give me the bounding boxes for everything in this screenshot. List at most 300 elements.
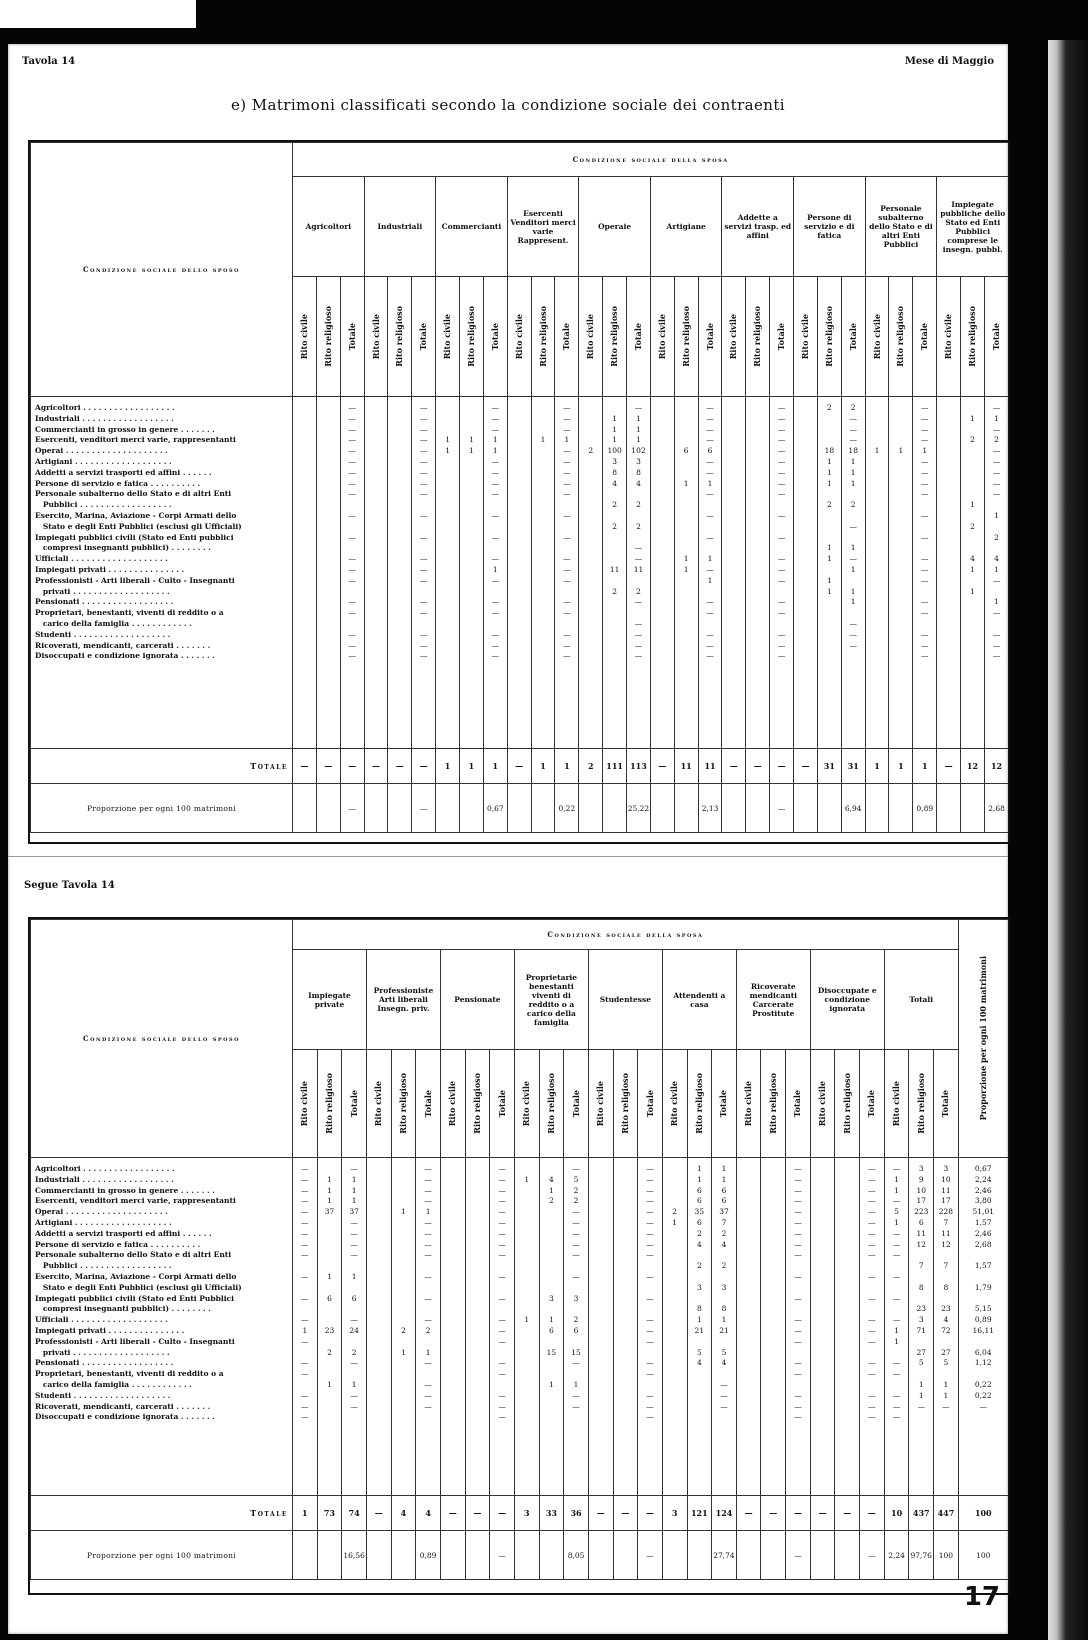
rito-header-cell bbox=[507, 277, 531, 397]
rito-header-cell bbox=[650, 277, 674, 397]
rito-header-cell bbox=[722, 277, 746, 397]
totale-cell: 111 bbox=[603, 749, 627, 784]
proporzione-cell bbox=[440, 1531, 465, 1580]
totale-cell: — bbox=[412, 749, 436, 784]
rito-header-cell bbox=[698, 277, 722, 397]
rito-header-label: Totale bbox=[418, 322, 429, 351]
rito-header-label: Rito religioso bbox=[752, 306, 763, 367]
totale-cell: 12 bbox=[961, 749, 985, 784]
proporzione-cell: — bbox=[786, 1531, 811, 1580]
rito-header-label: Rito civile bbox=[373, 1080, 384, 1127]
group-header: Attendenti a casa bbox=[662, 950, 736, 1050]
rito-header-label: Rito civile bbox=[656, 313, 667, 360]
data-column: 1 1 bbox=[436, 397, 460, 749]
totale-cell: 36 bbox=[564, 1496, 589, 1531]
rito-header-cell bbox=[460, 277, 484, 397]
rito-header-cell bbox=[539, 1050, 564, 1158]
totale-cell: 1 bbox=[913, 749, 937, 784]
proporzione-cell bbox=[436, 784, 460, 833]
data-column: 1 bbox=[531, 397, 555, 749]
data-column bbox=[937, 397, 961, 749]
table-2 bbox=[28, 917, 1010, 1595]
totale-cell: 74 bbox=[342, 1496, 367, 1531]
rito-header-cell bbox=[712, 1050, 737, 1158]
rito-header-label: Rito religioso bbox=[322, 306, 333, 367]
totale-cell: — bbox=[761, 1496, 786, 1531]
rito-header-cell bbox=[662, 1050, 687, 1158]
totale-label: Totale bbox=[31, 749, 293, 784]
proporzione-cell: 0,22 bbox=[555, 784, 579, 833]
rito-header-cell bbox=[293, 277, 317, 397]
data-column: 2 bbox=[579, 397, 603, 749]
totale-cell: 1 bbox=[889, 749, 913, 784]
proporzione-cell: 25,22 bbox=[627, 784, 651, 833]
totale-cell: — bbox=[794, 749, 818, 784]
totale-cell: — bbox=[786, 1496, 811, 1531]
rito-header-cell bbox=[746, 277, 770, 397]
rito-header-cell bbox=[465, 1050, 490, 1158]
subtitle-segue: Segue Tavola 14 bbox=[24, 880, 115, 891]
proporzione-cell bbox=[961, 784, 985, 833]
data-column: 6 1 1 1 bbox=[674, 397, 698, 749]
totale-cell: 447 bbox=[934, 1496, 959, 1531]
rito-header-label: Totale bbox=[346, 322, 357, 351]
rito-header-label: Totale bbox=[991, 322, 1002, 351]
rito-header-label: Rito religioso bbox=[680, 306, 691, 367]
rito-header-cell bbox=[786, 1050, 811, 1158]
rito-header-cell bbox=[835, 1050, 860, 1158]
totale-cell: — bbox=[507, 749, 531, 784]
page-crease bbox=[8, 856, 1008, 857]
rito-header-label: Rito civile bbox=[595, 1080, 606, 1127]
rito-header-cell bbox=[984, 277, 1008, 397]
totale-cell: 1 bbox=[865, 749, 889, 784]
proporzione-cell bbox=[391, 1531, 416, 1580]
totale-cell: — bbox=[388, 749, 412, 784]
proporzione-cell bbox=[817, 784, 841, 833]
data-column bbox=[588, 1158, 613, 1496]
group-header: Totali bbox=[884, 950, 958, 1050]
group-header: Studentesse bbox=[588, 950, 662, 1050]
totale-cell: 124 bbox=[712, 1496, 737, 1531]
proporzione-cell: — bbox=[860, 1531, 885, 1580]
totale-cell: 100 bbox=[958, 1496, 1008, 1531]
data-column: — 1 — 2 — — — — — 1 2 4 1 — 1 — — — — bbox=[984, 397, 1008, 749]
rito-header-cell bbox=[340, 277, 364, 397]
totale-cell: 10 bbox=[884, 1496, 909, 1531]
data-column: 1 1 1 37 1 6 23 2 1 bbox=[317, 1158, 342, 1496]
rito-header-label: Rito civile bbox=[447, 1080, 458, 1127]
rito-header-label: Rito civile bbox=[370, 313, 381, 360]
rito-header-label: Totale bbox=[561, 322, 572, 351]
totale-cell: 1 bbox=[460, 749, 484, 784]
proporzione-label-2: Proporzione per ogni 100 matrimoni bbox=[31, 1531, 293, 1580]
totale-cell: — bbox=[650, 749, 674, 784]
rito-header-label: Rito religioso bbox=[394, 306, 405, 367]
data-column: — 1 1 1 102 3 8 4 2 2 — — 11 2 — — — — — bbox=[627, 397, 651, 749]
group-header: Disoccupate e condizione ignorata bbox=[810, 950, 884, 1050]
data-column: 2 — — — 18 1 1 1 2 — 1 — 1 1 1 — — — bbox=[841, 397, 865, 749]
data-column: 2 1 bbox=[662, 1158, 687, 1496]
running-header-left: Tavola 14 bbox=[22, 56, 76, 67]
data-column: 1 2 1 2 4 1 1 bbox=[961, 397, 985, 749]
totale-cell: — bbox=[440, 1496, 465, 1531]
proporzione-cell bbox=[722, 784, 746, 833]
rito-header-cell bbox=[860, 1050, 885, 1158]
rito-header-cell bbox=[613, 1050, 638, 1158]
rito-header-label: Rito religioso bbox=[609, 306, 620, 367]
proporzione-cell: 100 bbox=[934, 1531, 959, 1580]
rito-header-label: Totale bbox=[489, 322, 500, 351]
totale-cell: 437 bbox=[909, 1496, 934, 1531]
totale-cell: 11 bbox=[674, 749, 698, 784]
rito-header-cell bbox=[841, 277, 865, 397]
proporzione-cell bbox=[293, 784, 317, 833]
data-column: 1 1 6 6 35 6 2 4 2 3 8 1 21 5 4 bbox=[687, 1158, 712, 1496]
header-condizione-sposo-2: Condizione sociale dello sposo bbox=[31, 920, 293, 1158]
data-column: — — — — — — — — — — — — — — — — — — — bbox=[490, 1158, 515, 1496]
group-header: Personale subalterno dello Stato e di altri Enti Pubblici bbox=[865, 177, 937, 277]
rito-header-cell bbox=[937, 277, 961, 397]
scan-corner bbox=[0, 0, 196, 28]
totale-cell: 1 bbox=[555, 749, 579, 784]
data-column: 1 1 6 6 37 7 2 4 2 3 8 1 21 5 4 — — — bbox=[712, 1158, 737, 1496]
totale-cell: — bbox=[736, 1496, 761, 1531]
data-column: 3 10 11 17 228 7 11 12 7 8 23 4 72 27 5 1 1 — bbox=[934, 1158, 959, 1496]
totale-cell: 31 bbox=[841, 749, 865, 784]
proporzione-cell bbox=[662, 1531, 687, 1580]
rito-header-cell bbox=[674, 277, 698, 397]
rito-header-cell bbox=[440, 1050, 465, 1158]
rito-header-cell bbox=[555, 277, 579, 397]
proporzione-cell: — bbox=[638, 1531, 663, 1580]
rito-header-label: Rito religioso bbox=[895, 306, 906, 367]
rito-header-label: Rito religioso bbox=[823, 306, 834, 367]
totale-cell: 113 bbox=[627, 749, 651, 784]
data-column: 1 1 bbox=[514, 1158, 539, 1496]
data-column: 3 9 10 17 223 6 11 12 7 8 23 3 71 27 5 1 1 — bbox=[909, 1158, 934, 1496]
rito-header-label: Rito religioso bbox=[619, 1073, 630, 1134]
proporzione-cell bbox=[687, 1531, 712, 1580]
proporzione-cell bbox=[465, 1531, 490, 1580]
proporzione-cell: — bbox=[340, 784, 364, 833]
proporzione-cell bbox=[613, 1531, 638, 1580]
header-condizione-sposo: Condizione sociale dello sposo bbox=[31, 143, 293, 397]
proporzione-cell: 8,05 bbox=[564, 1531, 589, 1580]
data-column: — — — — — — — — — — — — — — — — — — — bbox=[860, 1158, 885, 1496]
rito-header-label: Rito civile bbox=[891, 1080, 902, 1127]
rito-header-label: Rito civile bbox=[743, 1080, 754, 1127]
rito-header-label: Rito civile bbox=[585, 313, 596, 360]
totale-cell: 3 bbox=[662, 1496, 687, 1531]
totale-cell: 1 bbox=[531, 749, 555, 784]
proporzione-cell bbox=[674, 784, 698, 833]
totale-cell: 31 bbox=[817, 749, 841, 784]
data-column: 4 1 2 3 1 6 15 1 bbox=[539, 1158, 564, 1496]
data-column: 1 1 bbox=[460, 397, 484, 749]
proporzione-cell: 27,74 bbox=[712, 1531, 737, 1580]
data-column bbox=[761, 1158, 786, 1496]
proporzione-cell bbox=[514, 1531, 539, 1580]
totale-cell: 73 bbox=[317, 1496, 342, 1531]
proporzione-cell: 2,68 bbox=[984, 784, 1008, 833]
rito-header-cell bbox=[388, 277, 412, 397]
rito-header-cell bbox=[794, 277, 818, 397]
rito-header-cell bbox=[391, 1050, 416, 1158]
rito-header-label: Rito civile bbox=[299, 1080, 310, 1127]
proporzione-cell bbox=[889, 784, 913, 833]
data-column bbox=[293, 397, 317, 749]
rito-header-label: Rito civile bbox=[943, 313, 954, 360]
data-column bbox=[746, 397, 770, 749]
data-column: — — — — 1 — — — — — — — — — — — — — — bbox=[913, 397, 937, 749]
totale-cell: — bbox=[490, 1496, 515, 1531]
rito-header-cell bbox=[913, 277, 937, 397]
rito-header-cell bbox=[687, 1050, 712, 1158]
data-column bbox=[810, 1158, 835, 1496]
proporzione-cell bbox=[293, 1531, 318, 1580]
header-condizione-sposa-2: Condizione sociale della sposa bbox=[293, 920, 959, 950]
rito-header-label: Rito religioso bbox=[471, 1073, 482, 1134]
rito-header-label: Totale bbox=[866, 1089, 877, 1118]
rito-header-label: Rito religioso bbox=[323, 1073, 334, 1134]
proporzione-cell bbox=[937, 784, 961, 833]
rito-header-cell bbox=[342, 1050, 367, 1158]
totale-cell: — bbox=[316, 749, 340, 784]
totale-cell: 4 bbox=[416, 1496, 441, 1531]
rito-header-label: Rito civile bbox=[298, 313, 309, 360]
rito-header-label: Rito religioso bbox=[465, 306, 476, 367]
proporzione-label: Proporzione per ogni 100 matrimoni bbox=[31, 784, 293, 833]
data-column: — — — — — — — — — — — — 1 — — — — — — bbox=[293, 1158, 318, 1496]
totale-cell: 4 bbox=[391, 1496, 416, 1531]
proporzione-cell bbox=[794, 784, 818, 833]
proporzione-cell bbox=[531, 784, 555, 833]
proporzione-cell bbox=[507, 784, 531, 833]
group-header: Commercianti bbox=[436, 177, 508, 277]
data-column: — — — — 1 — — — — — — — 2 1 — — — — bbox=[416, 1158, 441, 1496]
totale-cell: — bbox=[366, 1496, 391, 1531]
data-column bbox=[722, 397, 746, 749]
data-column: — — — 1 1 — — — — — — — 1 — — — — — — bbox=[483, 397, 507, 749]
data-column bbox=[440, 1158, 465, 1496]
rito-header-label: Rito religioso bbox=[841, 1073, 852, 1134]
totale-cell: — bbox=[293, 749, 317, 784]
data-column: — — — — — — — — — — — — — — — — — — — bbox=[638, 1158, 663, 1496]
rito-header-label: Rito religioso bbox=[767, 1073, 778, 1134]
rito-header-cell bbox=[293, 1050, 318, 1158]
rito-header-cell bbox=[412, 277, 436, 397]
rito-header-label: Rito civile bbox=[521, 1080, 532, 1127]
group-header: Operaie bbox=[579, 177, 651, 277]
data-column: — — — — — — — — — — — — — — — — — — — bbox=[770, 397, 794, 749]
data-column bbox=[613, 1158, 638, 1496]
header-proporzione-label: Proporzione per ogni 100 matrimoni bbox=[977, 956, 988, 1121]
data-column bbox=[316, 397, 340, 749]
totale-cell: — bbox=[810, 1496, 835, 1531]
totale-cell: 1 bbox=[293, 1496, 318, 1531]
rito-header-cell bbox=[436, 277, 460, 397]
rito-header-label: Rito civile bbox=[669, 1080, 680, 1127]
rito-header-label: Rito religioso bbox=[545, 1073, 556, 1134]
proporzione-cell bbox=[316, 784, 340, 833]
totale-cell: 33 bbox=[539, 1496, 564, 1531]
totale-cell: — bbox=[340, 749, 364, 784]
totale-cell: 2 bbox=[579, 749, 603, 784]
rito-header-label: Totale bbox=[632, 322, 643, 351]
rito-header-cell bbox=[316, 277, 340, 397]
book-binding-edge bbox=[1048, 40, 1088, 1640]
proporzione-cell bbox=[736, 1531, 761, 1580]
totale-label-2: Totale bbox=[31, 1496, 293, 1531]
rito-header-label: Totale bbox=[718, 1089, 729, 1118]
totale-cell: — bbox=[364, 749, 388, 784]
proporzione-cell bbox=[650, 784, 674, 833]
group-header: Impiegate private bbox=[293, 950, 367, 1050]
group-header: Agricoltori bbox=[293, 177, 365, 277]
proporzione-cell: 97,76 bbox=[909, 1531, 934, 1580]
rito-header-label: Rito civile bbox=[799, 313, 810, 360]
rito-header-label: Totale bbox=[792, 1089, 803, 1118]
proporzione-cell: 16,56 bbox=[342, 1531, 367, 1580]
group-header: Artigiane bbox=[650, 177, 722, 277]
data-column bbox=[388, 397, 412, 749]
proporzione-cell bbox=[317, 1531, 342, 1580]
rito-header-cell bbox=[736, 1050, 761, 1158]
rito-header-cell bbox=[317, 1050, 342, 1158]
page-title: e) Matrimoni classificati secondo la condizione sociale dei contraenti bbox=[231, 96, 785, 114]
proporzione-cell: 0,89 bbox=[913, 784, 937, 833]
rito-header-cell bbox=[627, 277, 651, 397]
rito-header-label: Totale bbox=[496, 1089, 507, 1118]
row-labels-2: Agricoltori . . . . . . . . . . . . . . . . . . Industriali . . . . . . . . . . . . . . . . . . Commercianti in grosso in genere . . . . . . . Esercenti, venditori merci varie, rappresentanti Operai . . . . . . . . . . . . . . . . . . . . Artigiani . . . . . . . . . . . . . . . . . . . Addetti a servizi trasporti ed affini . . . . . . Persone di servizio e fatica . . . . . . . . . . Personale subalterno dello Stato e di altri Enti Pubblici . . . . . . . . . . . . . . . . . . Esercito, Marina, Aviazione - Corpi Armati dello Stato e degli Enti Pubblici (esclusi gli Ufficiali) Impiegati pubblici civili (Stato ed Enti Pubblici compresi insegnanti pubblici) . . . . . . . . Ufficiali . . . . . . . . . . . . . . . . . . . Impiegati privati . . . . . . . . . . . . . . . Professionisti - Arti liberali - Culto - Insegnanti privati . . . . . . . . . . . . . . . . . . . Pensionati . . . . . . . . . . . . . . . . . . Proprietari, benestanti, viventi di reddito o a carico della famiglia . . . . . . . . . . . . Studenti . . . . . . . . . . . . . . . . . . . Ricoverati, mendicanti, carcerati . . . . . . . Disoccupati e condizione ignorata . . . . . . . bbox=[31, 1158, 293, 1496]
proporzione-cell bbox=[588, 1531, 613, 1580]
rito-header-cell bbox=[817, 277, 841, 397]
rito-header-cell bbox=[564, 1050, 589, 1158]
proporzione-cell bbox=[366, 1531, 391, 1580]
totale-cell: 12 bbox=[984, 749, 1008, 784]
proporzione-cell bbox=[810, 1531, 835, 1580]
rito-header-cell bbox=[579, 277, 603, 397]
rito-header-label: Totale bbox=[644, 1089, 655, 1118]
data-column bbox=[465, 1158, 490, 1496]
table-1 bbox=[28, 140, 1010, 844]
group-header: Industriali bbox=[364, 177, 436, 277]
data-column bbox=[736, 1158, 761, 1496]
data-column: — 5 2 2 — — — — — — 3 2 6 15 — 1 — — bbox=[564, 1158, 589, 1496]
rito-header-label: Rito civile bbox=[513, 313, 524, 360]
data-column: 1 1 1 100 3 8 4 2 2 11 2 bbox=[603, 397, 627, 749]
proporzione-cell bbox=[761, 1531, 786, 1580]
data-column bbox=[507, 397, 531, 749]
rito-header-label: Rito civile bbox=[817, 1080, 828, 1127]
proporzione-cell bbox=[539, 1531, 564, 1580]
rito-header-label: Rito religioso bbox=[537, 306, 548, 367]
data-column bbox=[835, 1158, 860, 1496]
proporzione-cell: 2,13 bbox=[698, 784, 722, 833]
rito-header-label: Totale bbox=[919, 322, 930, 351]
rito-header-label: Totale bbox=[940, 1089, 951, 1118]
totale-cell: — bbox=[937, 749, 961, 784]
totale-cell: — bbox=[465, 1496, 490, 1531]
data-column: — 1 1 — 5 1 — — — — — — 1 1 — — — — — bbox=[884, 1158, 909, 1496]
totale-cell: — bbox=[860, 1496, 885, 1531]
proporzione-cell: — bbox=[412, 784, 436, 833]
rito-header-cell bbox=[588, 1050, 613, 1158]
rito-header-label: Totale bbox=[704, 322, 715, 351]
group-header: Ricoverate mendicanti Carcerate Prostitute bbox=[736, 950, 810, 1050]
group-header: Addette a servizi trasp. ed affini bbox=[722, 177, 794, 277]
data-column: 1 bbox=[865, 397, 889, 749]
data-column: — — — — — — — — — — — — — — — — — — — bbox=[786, 1158, 811, 1496]
rito-header-cell bbox=[865, 277, 889, 397]
rito-header-label: Rito religioso bbox=[966, 306, 977, 367]
rito-header-cell bbox=[483, 277, 507, 397]
rito-header-cell bbox=[531, 277, 555, 397]
proporzione-cell bbox=[835, 1531, 860, 1580]
totale-cell: 11 bbox=[698, 749, 722, 784]
totale-cell: 121 bbox=[687, 1496, 712, 1531]
group-header: Esercenti Venditori merci varie Rappresent. bbox=[507, 177, 579, 277]
rito-header-cell bbox=[364, 277, 388, 397]
proporzione-cell bbox=[388, 784, 412, 833]
data-column: — — — — 6 — — 1 — — — 1 — 1 — — — — — bbox=[698, 397, 722, 749]
proporzione-cell: 0,67 bbox=[483, 784, 507, 833]
page-number: 17 bbox=[963, 1582, 1000, 1612]
totale-cell: — bbox=[588, 1496, 613, 1531]
totale-cell: 1 bbox=[436, 749, 460, 784]
proporzione-cell: 6,94 bbox=[841, 784, 865, 833]
data-column bbox=[364, 397, 388, 749]
rito-header-cell bbox=[366, 1050, 391, 1158]
group-header: Professioniste Arti liberali Insegn. priv. bbox=[366, 950, 440, 1050]
proporzione-cell bbox=[603, 784, 627, 833]
data-column: — — — — — — — — — — — — — — — — — — — bbox=[340, 397, 364, 749]
rito-header-label: Rito civile bbox=[442, 313, 453, 360]
group-header: Impiegate pubbliche dello Stato ed Enti Pubblici comprese le insegn. pubbl. bbox=[937, 177, 1009, 277]
totale-cell: — bbox=[638, 1496, 663, 1531]
totale-cell: — bbox=[613, 1496, 638, 1531]
rito-header-label: Totale bbox=[776, 322, 787, 351]
rito-header-cell bbox=[416, 1050, 441, 1158]
data-column: 0,67 2,24 2,46 3,80 51,01 1,57 2,46 2,68 1,57 1,79 5,15 0,89 16,11 6,04 1,12 0,22 0,22 — bbox=[958, 1158, 1008, 1496]
proporzione-cell: 0,89 bbox=[416, 1531, 441, 1580]
totale-cell: 3 bbox=[514, 1496, 539, 1531]
rito-header-label: Totale bbox=[348, 1089, 359, 1118]
proporzione-cell bbox=[460, 784, 484, 833]
rito-header-label: Rito religioso bbox=[397, 1073, 408, 1134]
data-column: 2 18 1 1 1 2 1 1 1 1 bbox=[817, 397, 841, 749]
group-header: Proprietarie benestanti viventi di reddito o a carico della famiglia bbox=[514, 950, 588, 1050]
header-proporzione bbox=[958, 920, 1008, 1158]
proporzione-cell bbox=[364, 784, 388, 833]
rito-header-label: Totale bbox=[422, 1089, 433, 1118]
rito-header-cell bbox=[909, 1050, 934, 1158]
proporzione-cell bbox=[865, 784, 889, 833]
rito-header-cell bbox=[603, 277, 627, 397]
group-header: Pensionate bbox=[440, 950, 514, 1050]
totale-cell: — bbox=[746, 749, 770, 784]
document-page bbox=[8, 44, 1008, 1634]
rito-header-cell bbox=[761, 1050, 786, 1158]
data-column bbox=[366, 1158, 391, 1496]
rito-header-label: Rito religioso bbox=[915, 1073, 926, 1134]
rito-header-cell bbox=[638, 1050, 663, 1158]
totale-cell: — bbox=[722, 749, 746, 784]
proporzione-cell bbox=[579, 784, 603, 833]
row-labels: Agricoltori . . . . . . . . . . . . . . . . . . Industriali . . . . . . . . . . . . . . . . . . Commercianti in grosso in genere . . . . . . . Esercenti, venditori merci varie, rappresentanti Operai . . . . . . . . . . . . . . . . . . . . Artigiani . . . . . . . . . . . . . . . . . . . Addetti a servizi trasporti ed affini . . . . . . Persone di servizio e fatica . . . . . . . . . . Personale subalterno dello Stato e di altri Enti Pubblici . . . . . . . . . . . . . . . . . . Esercito, Marina, Aviazione - Corpi Armati dello Stato e degli Enti Pubblici (esclusi gli Ufficiali) Impiegati pubblici civili (Stato ed Enti pubblici compresi insegnanti pubblici) . . . . . . . . Ufficiali . . . . . . . . . . . . . . . . . . . Impiegati privati . . . . . . . . . . . . . . . Professionisti - Arti liberali - Culto - Insegnanti privati . . . . . . . . . . . . . . . . . . . Pensionati . . . . . . . . . . . . . . . . . . Proprietari, benestanti, viventi di reddito o a carico della famiglia . . . . . . . . . . . . Studenti . . . . . . . . . . . . . . . . . . . Ricoverati, mendicanti, carcerati . . . . . . . Disoccupati e condizione ignorata . . . . . . . bbox=[31, 397, 293, 749]
data-column: 1 2 1 bbox=[391, 1158, 416, 1496]
